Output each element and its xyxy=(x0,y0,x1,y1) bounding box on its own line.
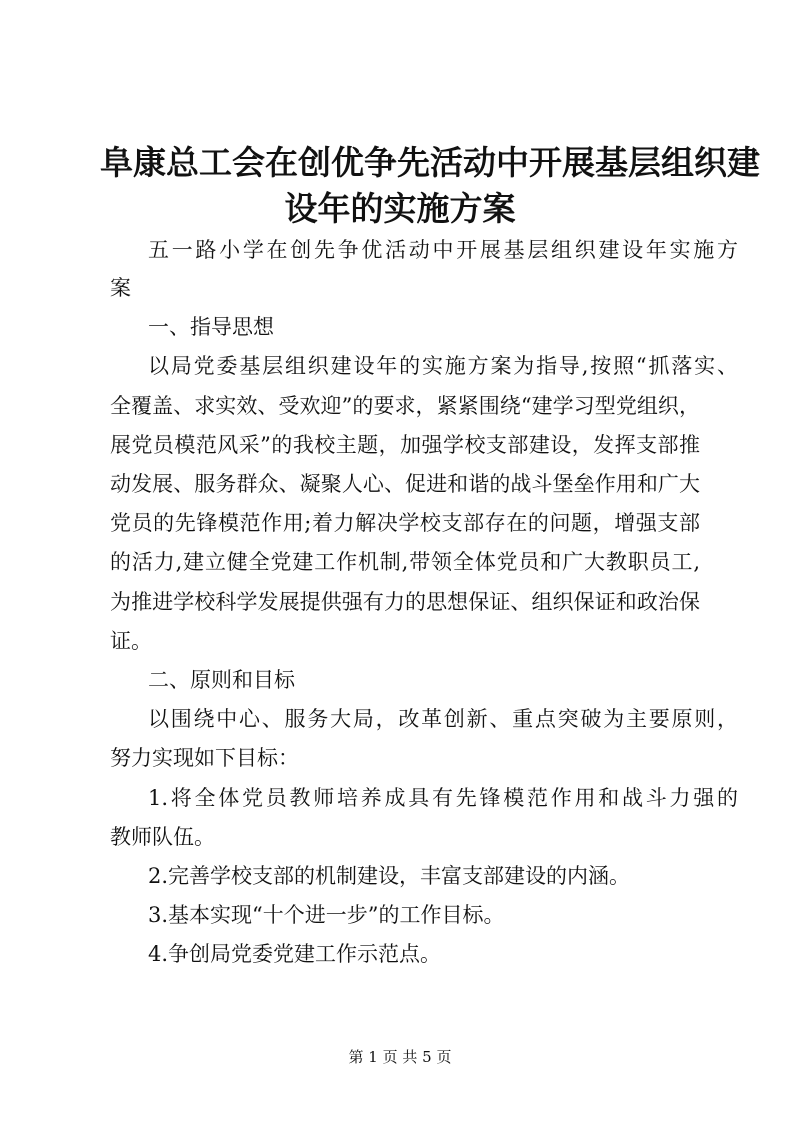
goal-item-4: 4.争创局党委党建工作示范点。 xyxy=(148,942,442,966)
goal-item-3: 3.基本实现“十个进一步”的工作目标。 xyxy=(148,903,505,927)
section-1-text-line: 展党员模范风采”的我校主题，加强学校支部建设，发挥支部推 xyxy=(110,433,700,457)
section-1-text-line: 为推进学校科学发展提供强有力的思想保证、组织保证和政治保 xyxy=(110,590,700,614)
section-1-heading: 一、指导思想 xyxy=(148,315,274,339)
document-title-line-1: 阜康总工会在创优争先活动中开展基层组织建 xyxy=(100,143,760,182)
section-1-text-line: 证。 xyxy=(110,629,152,653)
section-1-text-line: 全覆盖、求实效、受欢迎”的要求，紧紧围绕“建学习型党组织， xyxy=(110,394,700,418)
goal-item-1-line: 1.将全体党员教师培养成具有先锋模范作用和战斗力强的 xyxy=(148,786,738,810)
section-1-text-line: 以局党委基层组织建设年的实施方案为指导,按照“抓落实、 xyxy=(148,354,738,378)
section-1-text-line: 动发展、服务群众、凝聚人心、促进和谐的战斗堡垒作用和广大 xyxy=(110,472,700,496)
page-number-footer: 第 1 页 共 5 页 xyxy=(348,1048,452,1066)
section-2-intro-line: 以围绕中心、服务大局，改革创新、重点突破为主要原则， xyxy=(148,707,738,731)
subtitle-line-1: 五一路小学在创先争优活动中开展基层组织建设年实施方 xyxy=(148,238,738,262)
document-title-line-2: 设年的实施方案 xyxy=(284,189,516,228)
section-2-intro-line: 努力实现如下目标： xyxy=(110,746,299,770)
goal-item-2: 2.完善学校支部的机制建设，丰富支部建设的内涵。 xyxy=(148,864,631,888)
section-2-heading: 二、原则和目标 xyxy=(148,668,295,692)
subtitle-line-2: 案 xyxy=(110,276,131,300)
section-1-text-line: 的活力,建立健全党建工作机制,带领全体党员和广大教职员工, xyxy=(110,550,700,574)
goal-item-1-line: 教师队伍。 xyxy=(110,825,215,849)
section-1-text-line: 党员的先锋模范作用;着力解决学校支部存在的问题，增强支部 xyxy=(110,511,700,535)
